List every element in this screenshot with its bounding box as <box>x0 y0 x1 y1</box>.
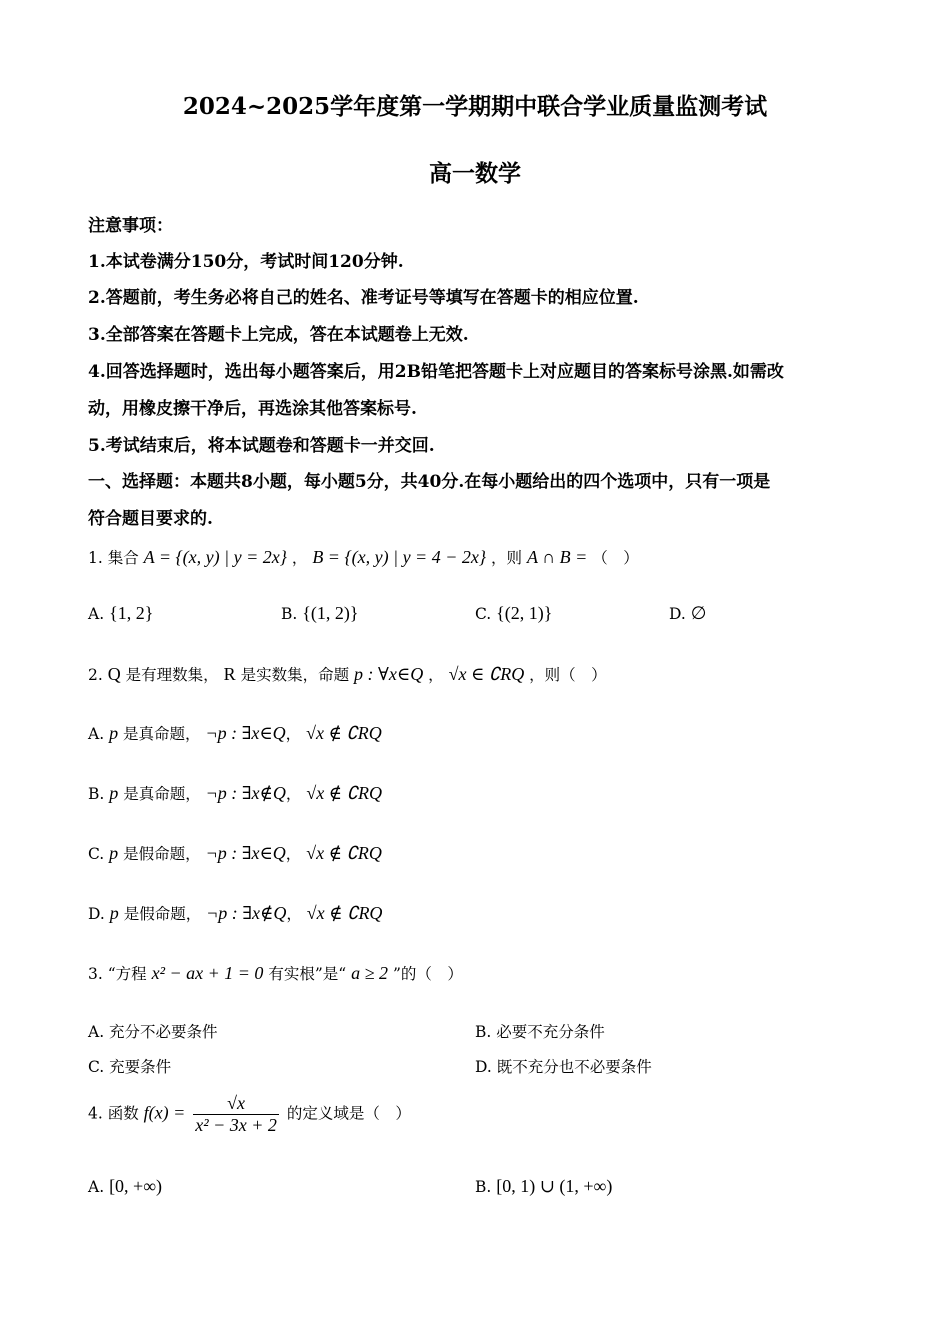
q1-expr: A ∩ B = <box>526 547 588 567</box>
q2-option-b-label: B. <box>88 785 105 803</box>
q2-option-a-label: A. <box>88 725 105 743</box>
q1-set-b: B = {(x, y) | y = 4 − 2x} <box>312 547 487 567</box>
q2-option-b-tail: √x ∉ ∁RQ <box>306 783 382 803</box>
q3-tail: ”的（ ） <box>392 965 463 983</box>
q2-option-d-text: 是假命题， <box>123 905 202 923</box>
question-2 <box>88 663 607 685</box>
q1-set-a: A = {(x, y) | y = 2x} <box>143 547 287 567</box>
q2-rational-set: Q <box>107 664 121 684</box>
q1-option-c-math: {(2, 1)} <box>496 603 553 623</box>
exam-subject: 高一数学 <box>429 160 521 187</box>
q4-tail: 的定义域是（ ） <box>286 1104 411 1123</box>
q2-option-b[interactable]: B. p 是真命题， ¬p : ∃x∉Q， √x ∉ ∁RQ <box>88 783 382 803</box>
q2-option-d-negation: ¬p : ∃x∉Q <box>206 903 287 923</box>
q1-option-b-label: B. <box>281 605 298 623</box>
q4-denominator: x² − 3x + 2 <box>195 1115 277 1135</box>
q1-option-d[interactable] <box>669 603 706 624</box>
q3-option-a[interactable]: A. 充分不必要条件 <box>88 1023 218 1041</box>
q1-option-c[interactable] <box>475 603 552 624</box>
q1-option-d-math: ∅ <box>690 603 707 623</box>
q2-option-d-tail: √x ∉ ∁RQ <box>306 903 383 923</box>
section-1-heading-line-2: 符合题目要求的. <box>88 509 213 529</box>
q4-prefix: 4. 函数 <box>88 1104 139 1123</box>
q3-condition: a ≥ 2 <box>351 963 389 983</box>
q2-option-b-text: 是真命题， <box>123 785 201 803</box>
q2-option-c-label: C. <box>88 845 105 863</box>
q2-option-c-tail: √x ∉ ∁RQ <box>306 843 382 863</box>
q3-option-d[interactable]: D. 既不充分也不必要条件 <box>475 1058 652 1076</box>
note-item-2: 2.答题前，考生务必将自己的姓名、准考证号等填写在答题卡的相应位置. <box>88 288 639 308</box>
q2-then: ，则（ ） <box>529 666 607 684</box>
q2-option-c-p: p <box>109 843 119 863</box>
q4-option-b-label: B. <box>475 1178 492 1196</box>
q1-option-c-label: C. <box>475 605 492 623</box>
q2-option-c-negation: ¬p : ∃x∈Q <box>205 843 286 863</box>
q3-option-c[interactable]: C. 充要条件 <box>88 1058 172 1076</box>
q2-option-b-negation: ¬p : ∃x∉Q <box>205 783 286 803</box>
q2-proposition-tail: √x ∈ ∁RQ <box>448 664 525 684</box>
q1-option-a-math: {1, 2} <box>109 603 154 623</box>
q4-option-b-math: [0, 1) ∪ (1, +∞) <box>496 1176 613 1196</box>
q2-proposition: p : ∀x∈Q <box>354 664 424 684</box>
q3-equation: x² − ax + 1 = 0 <box>151 963 264 983</box>
q1-option-b[interactable] <box>281 603 359 624</box>
q2-text-1: 是有理数集， <box>125 666 219 684</box>
q4-fraction <box>193 1093 279 1136</box>
q1-option-d-label: D. <box>669 605 686 623</box>
q1-option-a[interactable] <box>88 603 153 624</box>
q1-then: ，则 <box>490 549 522 567</box>
q3-middle: 有实根”是“ <box>268 965 347 983</box>
q3-prefix: 3. “方程 <box>88 965 147 983</box>
q1-sep: ， <box>291 549 308 567</box>
note-item-4-line-2: 动，用橡皮擦干净后，再选涂其他答案标号. <box>88 399 417 419</box>
q4-function: f(x) = <box>143 1102 186 1123</box>
q4-option-a-math: [0, +∞) <box>109 1176 163 1196</box>
q2-real-set: R <box>223 664 236 684</box>
note-item-1: 1.本试卷满分150分，考试时间120分钟. <box>88 252 404 272</box>
section-1-heading-line-1: 一、选择题：本题共8小题，每小题5分，共40分.在每小题给出的四个选项中，只有一项是 <box>88 472 771 492</box>
q2-option-a-negation: ¬p : ∃x∈Q <box>205 723 286 743</box>
q1-prefix: 1. 集合 <box>88 549 139 567</box>
q3-option-b[interactable]: B. 必要不充分条件 <box>475 1023 605 1041</box>
q2-option-a-p: p <box>109 723 119 743</box>
q4-option-a[interactable] <box>88 1176 162 1197</box>
q2-option-a-tail: √x ∉ ∁RQ <box>306 723 382 743</box>
q2-option-a[interactable]: A. p 是真命题， ¬p : ∃x∈Q， √x ∉ ∁RQ <box>88 723 382 743</box>
q4-option-b[interactable] <box>475 1176 612 1197</box>
q1-option-b-math: {(1, 2)} <box>302 603 359 623</box>
q2-comma: ， <box>428 666 444 684</box>
note-item-5: 5.考试结束后，将本试题卷和答题卡一并交回. <box>88 436 435 456</box>
q4-option-a-label: A. <box>88 1178 105 1196</box>
q2-option-d-p: p <box>109 903 119 923</box>
note-item-4-line-1: 4.回答选择题时，选出每小题答案后，用2B铅笔把答题卡上对应题目的答案标号涂黑.如需改 <box>88 362 784 382</box>
question-1 <box>88 546 639 568</box>
q2-option-b-p: p <box>109 783 119 803</box>
question-3 <box>88 962 463 984</box>
q2-text-2: 是实数集，命题 <box>240 666 350 684</box>
q4-numerator: √x <box>193 1093 279 1115</box>
q2-option-d-label: D. <box>88 905 105 923</box>
q1-paren: （ ） <box>592 549 639 567</box>
q2-option-d[interactable]: D. p 是假命题， ¬p : ∃x∉Q， √x ∉ ∁RQ <box>88 903 383 923</box>
note-item-3: 3.全部答案在答题卡上完成，答在本试题卷上无效. <box>88 325 469 345</box>
q2-prefix: 2. <box>88 666 103 684</box>
notes-heading: 注意事项： <box>88 216 173 236</box>
q1-option-a-label: A. <box>88 605 105 623</box>
q2-option-c[interactable]: C. p 是假命题， ¬p : ∃x∈Q， √x ∉ ∁RQ <box>88 843 382 863</box>
q2-option-a-text: 是真命题， <box>123 725 201 743</box>
exam-title: 2024~2025学年度第一学期期中联合学业质量监测考试 <box>182 93 768 120</box>
q2-option-c-text: 是假命题， <box>123 845 201 863</box>
question-4 <box>88 1093 411 1136</box>
